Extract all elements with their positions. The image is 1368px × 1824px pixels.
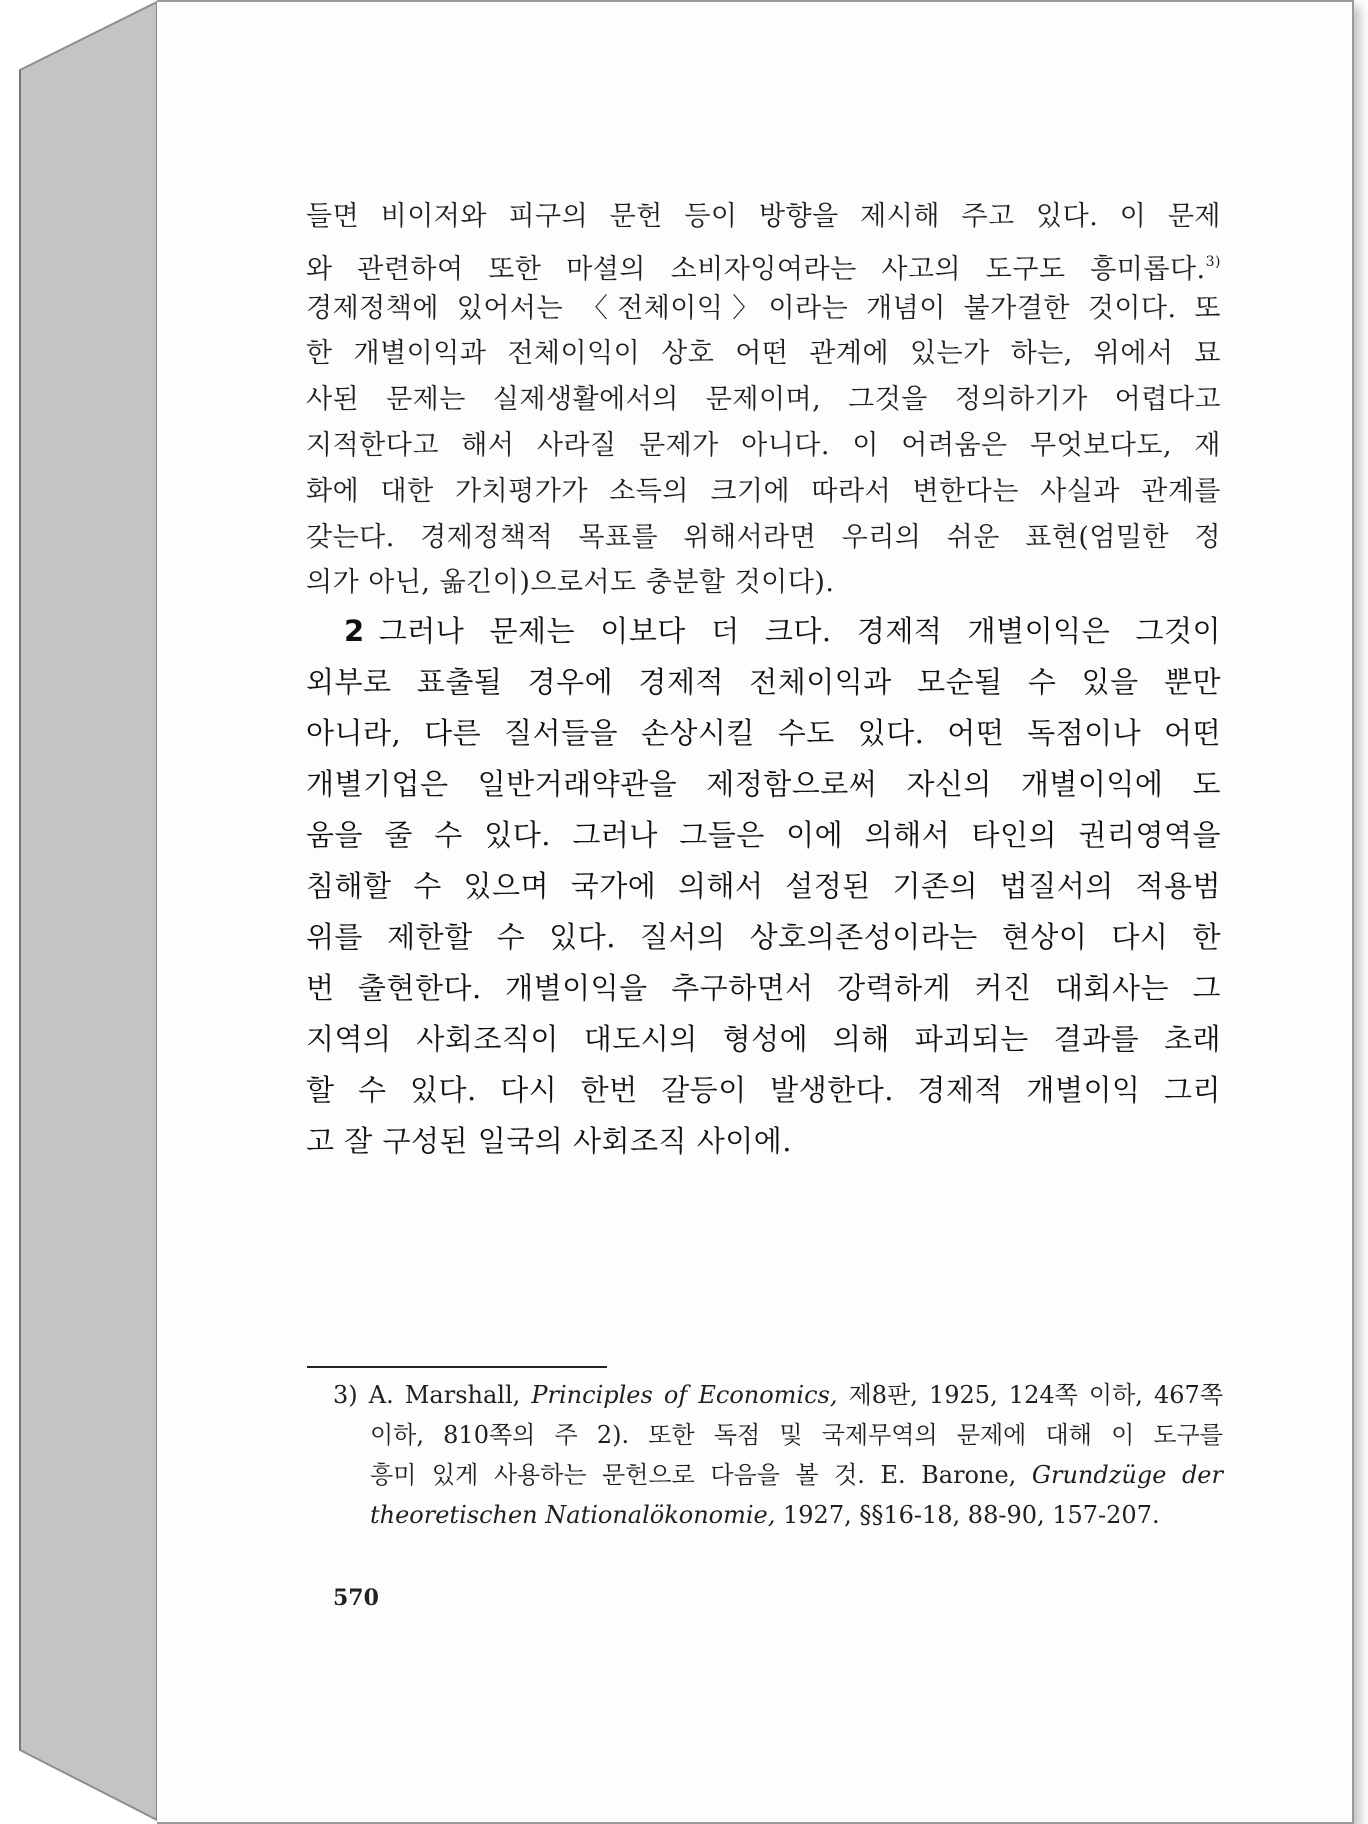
text-line: 사된 문제는 실제생활에서의 문제이며, 그것을 정의하기가 어렵다고 <box>306 384 1221 416</box>
text-line <box>306 606 1221 657</box>
footnote-text: 제8판, 1925, 124쪽 이하, 467쪽 <box>837 1381 1224 1409</box>
body-text <box>306 194 1221 1167</box>
text-line: 한 개별이익과 전체이익이 상호 어떤 관계에 있는가 하는, 위에서 묘 <box>306 338 1221 370</box>
footnote-text: A. Marshall, <box>368 1381 532 1409</box>
text-line: 들면 비이저와 피구의 문헌 등이 방향을 제시해 주고 있다. 이 문제 <box>306 201 1221 232</box>
text-line: 화에 대한 가치평가가 소득의 크기에 따라서 변한다는 사실과 관계를 <box>306 475 1221 507</box>
footnote-text: 흥미 있게 사용하는 문헌으로 다음을 볼 것. E. Barone, <box>370 1461 1032 1489</box>
footnote-text: 1927, §§16-18, 88-90, 157-207. <box>775 1501 1160 1529</box>
footnote-line: 이하, 810쪽의 주 2). 또한 독점 및 국제무역의 문제에 대해 이 도구를 <box>370 1421 1223 1449</box>
book-page <box>157 0 1354 1824</box>
text-line-content: 와 관련하여 또한 마셜의 소비자잉여라는 사고의 도구도 흥미롭다. <box>306 253 1206 285</box>
text-line: 외부로 표출될 경우에 경제적 전체이익과 모순될 수 있을 뿐만 <box>306 665 1221 700</box>
book-spine <box>0 0 170 1824</box>
text-line: 움을 줄 수 있다. 그러나 그들은 이에 의해서 타인의 권리영역을 <box>306 818 1221 853</box>
footnote-line <box>333 1455 1223 1495</box>
text-line: 번 출현한다. 개별이익을 추구하면서 강력하게 커진 대회사는 그 <box>306 971 1221 1006</box>
text-line: 지적한다고 해서 사라질 문제가 아니다. 이 어려움은 무엇보다도, 재 <box>306 429 1221 461</box>
text-line: 침해할 수 있으며 국가에 의해서 설정된 기존의 법질서의 적용범 <box>306 869 1221 904</box>
text-line: 고 잘 구성된 일국의 사회조직 사이에. <box>306 1124 793 1159</box>
book-title: Grundzüge der <box>1031 1461 1223 1489</box>
paragraph-number: 2 <box>344 614 365 649</box>
footnote-divider <box>307 1366 607 1368</box>
text-line <box>306 240 1221 286</box>
paragraph-1 <box>306 194 1221 606</box>
book-title: theoretischen Nationalökonomie, <box>370 1501 776 1529</box>
text-line: 의가 아닌, 옮긴이)으로서도 충분할 것이다). <box>306 567 835 599</box>
footnote-line <box>333 1495 1223 1535</box>
text-line: 아니라, 다른 질서들을 손상시킬 수도 있다. 어떤 독점이나 어떤 <box>306 716 1221 751</box>
text-line: 할 수 있다. 다시 한번 갈등이 발생한다. 경제적 개별이익 그리 <box>306 1073 1221 1108</box>
text-line: 지역의 사회조직이 대도시의 형성에 의해 파괴되는 결과를 초래 <box>306 1022 1221 1057</box>
book-title: Principles of Economics, <box>531 1381 838 1409</box>
paragraph-2 <box>306 606 1221 1167</box>
text-line: 갖는다. 경제정책적 목표를 위해서라면 우리의 쉬운 표현(엄밀한 정 <box>306 521 1221 553</box>
page-number: 570 <box>333 1585 379 1611</box>
footnote-marker: 3) <box>333 1381 358 1409</box>
footnote-line <box>333 1375 1223 1415</box>
footnote-reference: 3) <box>1205 253 1221 270</box>
text-line: 경제정책에 있어서는 〈전체이익〉이라는 개념이 불가결한 것이다. 또 <box>306 292 1221 324</box>
text-line-content: 그러나 문제는 이보다 더 크다. 경제적 개별이익은 그것이 <box>378 614 1221 649</box>
text-line: 개별기업은 일반거래약관을 제정함으로써 자신의 개별이익에 도 <box>306 767 1221 802</box>
footnote <box>333 1375 1223 1535</box>
text-line: 위를 제한할 수 있다. 질서의 상호의존성이라는 현상이 다시 한 <box>306 920 1221 955</box>
